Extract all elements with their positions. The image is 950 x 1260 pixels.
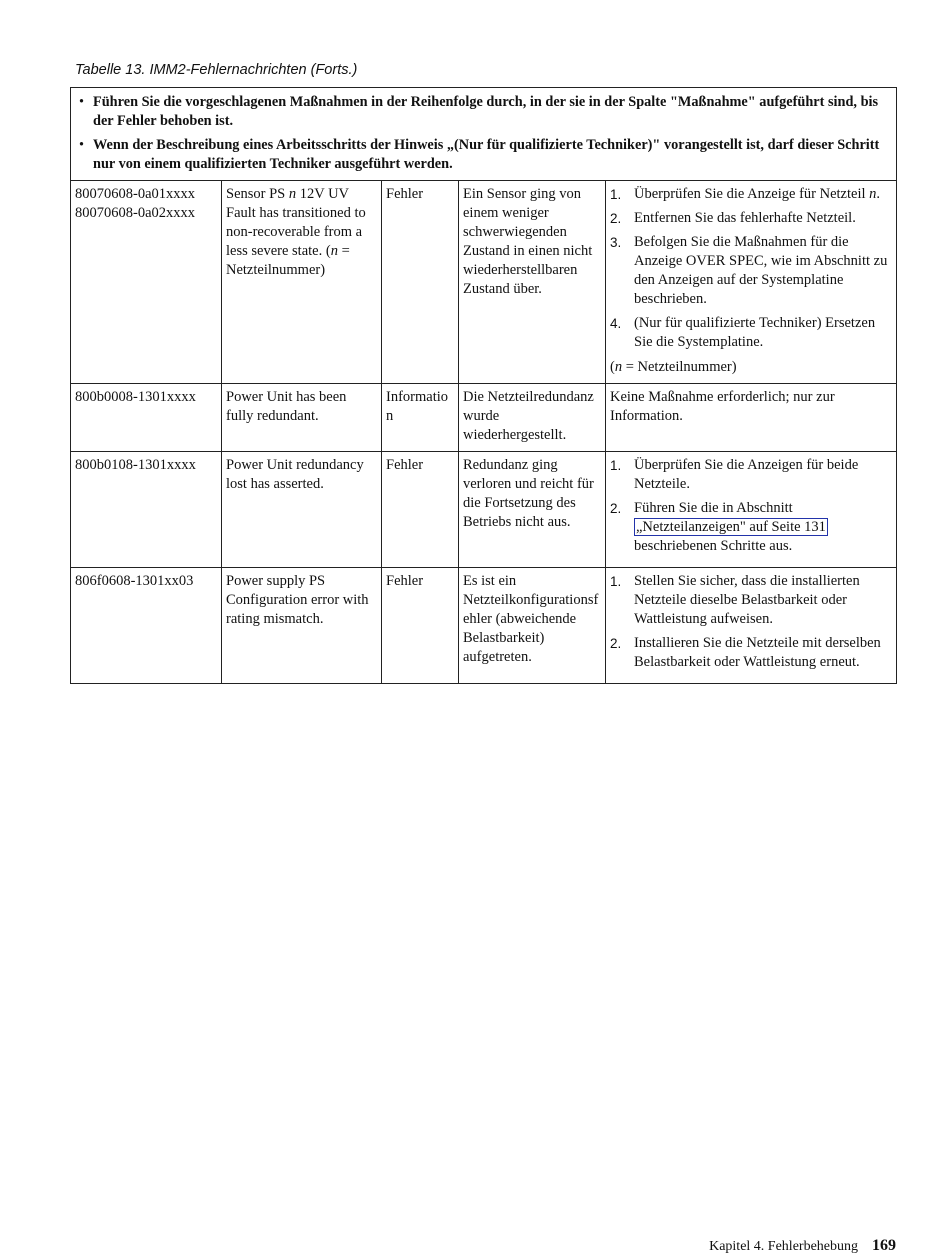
action-note <box>610 358 892 377</box>
step-number: 1. <box>610 574 622 589</box>
action-cell <box>606 181 897 384</box>
message-id-cell <box>71 568 222 684</box>
message-id-cell <box>71 181 222 384</box>
step-text: Stellen Sie sicher, dass die installierten Netzteile dieselbe Belastbarkeit oder Wattleistung aufweisen. <box>634 573 860 627</box>
message-text-cell: Power Unit redundancy lost has asserted. <box>222 452 382 568</box>
step-text: (Nur für qualifizierte Techniker) Ersetzen Sie die Systemplatine. <box>634 315 876 350</box>
severity-cell: Fehler <box>382 181 459 384</box>
message-text: = Netzteilnummer) <box>226 243 350 278</box>
action-step <box>610 185 892 204</box>
page-footer <box>709 1237 896 1255</box>
step-number: 1. <box>610 187 622 202</box>
variable-n: n <box>869 186 877 202</box>
message-id: 80070608-0a02xxxx <box>75 205 196 221</box>
message-text: Sensor PS <box>226 186 289 202</box>
variable-n: n <box>330 243 338 259</box>
instruction-item: • Wenn der Beschreibung eines Arbeitsschritts der Hinweis „(Nur für qualifizierte Techniker)" vorangestellt ist, darf dieser Schritt nur von einem qualifizierten Techniker ausgeführt werden. <box>93 136 890 174</box>
step-text: Befolgen Sie die Maßnahmen für die Anzeige OVER SPEC, wie im Abschnitt zu den Anzeigen auf der Systemplatine beschrieben. <box>634 234 888 307</box>
severity-cell: Fehler <box>382 568 459 684</box>
action-step <box>610 314 892 352</box>
description-cell: Redundanz ging verloren und reicht für die Fortsetzung des Betriebs nicht aus. <box>459 452 606 568</box>
action-steps <box>610 185 892 352</box>
step-text: . <box>876 186 881 202</box>
action-step <box>610 209 892 228</box>
instructions-row <box>71 88 897 181</box>
severity-cell: Information <box>382 384 459 452</box>
page-number: 169 <box>872 1237 896 1254</box>
action-steps <box>610 456 892 556</box>
message-text-cell <box>222 181 382 384</box>
step-number: 2. <box>610 636 622 651</box>
action-cell: Keine Maßnahme erforderlich; nur zur Information. <box>606 384 897 452</box>
step-text: Installieren Sie die Netzteile mit derselben Belastbarkeit oder Wattleistung erneut. <box>634 635 881 670</box>
cross-reference-link[interactable]: „Netzteilanzeigen" auf Seite 131 <box>636 519 826 535</box>
severity-cell: Fehler <box>382 452 459 568</box>
message-id: 800b0008-1301xxxx <box>75 389 196 405</box>
instructions-cell <box>71 88 897 181</box>
variable-n: n <box>614 359 623 375</box>
step-number: 1. <box>610 458 622 473</box>
chapter-title: Kapitel 4. Fehlerbehebung <box>709 1239 858 1254</box>
step-number: 3. <box>610 235 622 250</box>
message-text-cell: Power Unit has been fully redundant. <box>222 384 382 452</box>
action-cell <box>606 452 897 568</box>
note-text: ( <box>610 359 615 375</box>
description-cell: Die Netzteilredundanz wurde wiederhergestellt. <box>459 384 606 452</box>
action-cell <box>606 568 897 684</box>
table-caption: Tabelle 13. IMM2-Fehlernachrichten (Forts.) <box>75 62 358 78</box>
step-number: 2. <box>610 501 622 516</box>
action-step <box>610 233 892 309</box>
instructions-list <box>77 93 890 174</box>
step-text: beschriebenen Schritte aus. <box>634 538 793 554</box>
message-text: 12V UV Fault has transitioned to non-recoverable from a less severe state. ( <box>226 186 366 259</box>
action-steps <box>610 572 892 672</box>
action-step <box>610 572 892 629</box>
action-step <box>610 499 892 556</box>
error-messages-table <box>70 87 897 684</box>
step-number: 2. <box>610 211 622 226</box>
message-id-cell <box>71 452 222 568</box>
variable-n: n <box>288 186 297 202</box>
action-step <box>610 634 892 672</box>
step-number: 4. <box>610 316 622 331</box>
step-text: Überprüfen Sie die Anzeigen für beide Netzteile. <box>634 457 859 492</box>
message-id-cell <box>71 384 222 452</box>
table-row <box>71 568 897 684</box>
table-row <box>71 181 897 384</box>
step-text: Entfernen Sie das fehlerhafte Netzteil. <box>634 210 856 226</box>
table-row <box>71 452 897 568</box>
message-id: 800b0108-1301xxxx <box>75 457 196 473</box>
step-text: Überprüfen Sie die Anzeige für Netzteil <box>634 186 870 202</box>
message-text-cell: Power supply PS Configuration error with rating mismatch. <box>222 568 382 684</box>
description-cell: Ein Sensor ging von einem weniger schwerwiegenden Zustand in einen nicht wiederherstellbaren Zustand über. <box>459 181 606 384</box>
message-id: 80070608-0a01xxxx <box>75 186 196 202</box>
instruction-item: • Führen Sie die vorgeschlagenen Maßnahmen in der Reihenfolge durch, in der sie in der Spalte "Maßnahme" aufgeführt sind, bis der Fehler behoben ist. <box>93 93 890 131</box>
action-step <box>610 456 892 494</box>
step-text: Führen Sie die in Abschnitt <box>634 500 793 516</box>
note-text: = Netzteilnummer) <box>622 359 737 375</box>
description-cell: Es ist ein Netzteilkonfigurationsfehler (abweichende Belastbarkeit) aufgetreten. <box>459 568 606 684</box>
message-id: 806f0608-1301xx03 <box>75 573 194 589</box>
table-row <box>71 384 897 452</box>
